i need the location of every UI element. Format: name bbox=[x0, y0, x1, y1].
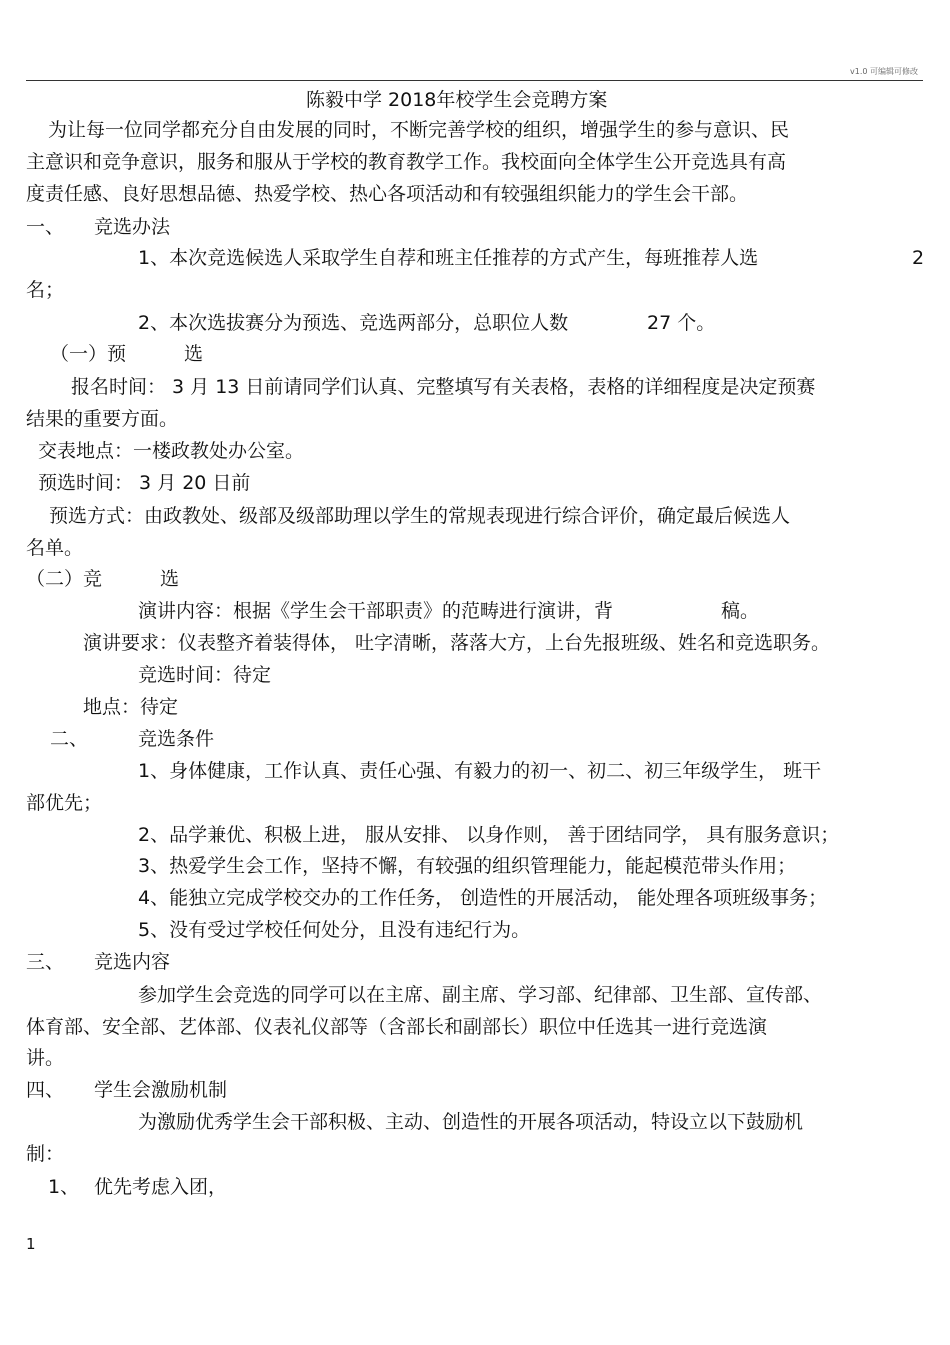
section-4-number: 四、 bbox=[26, 1079, 65, 1101]
s3-para-line-3: 讲。 bbox=[26, 1047, 65, 1069]
s4-item-1: 优先考虑入团， bbox=[94, 1176, 228, 1198]
section-3-heading: 竞选内容 bbox=[94, 951, 171, 973]
election-time: 竞选时间：待定 bbox=[138, 664, 272, 686]
s1-item-1: 1、本次竞选候选人采取学生自荐和班主任推荐的方式产生，每班推荐人选 bbox=[138, 247, 759, 269]
signup-time: 报名时间： 3 月 13 日前请同学们认真、完整填写有关表格，表格的详细程度是决定预赛 bbox=[71, 376, 816, 398]
s3-para-line-1: 参加学生会竞选的同学可以在主席、副主席、学习部、纪律部、卫生部、宣传部、 bbox=[138, 984, 823, 1006]
preselection-time: 预选时间： 3 月 20 日前 bbox=[38, 472, 251, 494]
s1-item-2: 2、本次选拔赛分为预选、竞选两部分，总职位人数 bbox=[138, 312, 569, 334]
section-1-heading: 竞选办法 bbox=[94, 216, 171, 238]
section-4-heading: 学生会激励机制 bbox=[94, 1079, 228, 1101]
preselection-method-cont: 名单。 bbox=[26, 537, 84, 559]
signup-time-cont: 结果的重要方面。 bbox=[26, 408, 179, 430]
version-label: v1.0 可编辑可修改 bbox=[850, 67, 918, 76]
s1-item-2-count: 27 个。 bbox=[647, 312, 716, 334]
speech-requirements: 演讲要求：仪表整齐着装得体， 吐字清晰，落落大方，上台先报班级、姓名和竞选职务。 bbox=[83, 632, 831, 654]
s1-item-1-count: 2 bbox=[912, 247, 925, 269]
speech-content: 演讲内容：根据《学生会干部职责》的范畴进行演讲，背 bbox=[138, 600, 614, 622]
s4-para-line-2: 制： bbox=[26, 1143, 65, 1165]
subsection-preselection: （一）预 bbox=[50, 343, 127, 365]
s3-para-line-2: 体育部、安全部、艺体部、仪表礼仪部等（含部长和副部长）职位中任选其一进行竞选演 bbox=[26, 1016, 768, 1038]
intro-line-3: 度责任感、良好思想品德、热爱学校、热心各项活动和有较强组织能力的学生会干部。 bbox=[26, 183, 749, 205]
s4-item-1-number: 1、 bbox=[48, 1176, 80, 1198]
submit-location: 交表地点：一楼政教处办公室。 bbox=[38, 440, 305, 462]
header-rule bbox=[26, 80, 923, 81]
document-title: 陈毅中学 2018年校学生会竞聘方案 bbox=[306, 89, 608, 111]
condition-2: 2、品学兼优、积极上进， 服从安排、 以身作则， 善于团结同学， 具有服务意识； bbox=[138, 824, 840, 846]
s4-para-line-1: 为激励优秀学生会干部积极、主动、创造性的开展各项活动，特设立以下鼓励机 bbox=[138, 1111, 804, 1133]
condition-1: 1、身体健康，工作认真、责任心强、有毅力的初一、初二、初三年级学生， 班干 bbox=[138, 760, 822, 782]
intro-line-2: 主意识和竞争意识，服务和服从于学校的教育教学工作。我校面向全体学生公开竞选具有高 bbox=[26, 151, 787, 173]
section-1-number: 一、 bbox=[26, 216, 65, 238]
subsection-election: （二）竞 bbox=[26, 568, 103, 590]
preselection-method: 预选方式：由政教处、级部及级部助理以学生的常规表现进行综合评价，确定最后候选人 bbox=[49, 505, 791, 527]
page-number: 1 bbox=[26, 1235, 36, 1253]
subsection-election-b: 选 bbox=[160, 568, 180, 590]
intro-line-1: 为让每一位同学都充分自由发展的同时，不断完善学校的组织，增强学生的参与意识、民 bbox=[48, 119, 790, 141]
subsection-preselection-b: 选 bbox=[184, 343, 204, 365]
s1-item-1-cont: 名； bbox=[26, 279, 65, 301]
section-2-number: 二、 bbox=[50, 728, 89, 750]
condition-3: 3、热爱学生会工作，坚持不懈，有较强的组织管理能力，能起模范带头作用； bbox=[138, 855, 797, 877]
condition-1-cont: 部优先； bbox=[26, 792, 103, 814]
section-3-number: 三、 bbox=[26, 951, 65, 973]
speech-content-b: 稿。 bbox=[721, 600, 760, 622]
election-place: 地点：待定 bbox=[83, 696, 179, 718]
condition-5: 5、没有受过学校任何处分，且没有违纪行为。 bbox=[138, 919, 531, 941]
condition-4: 4、能独立完成学校交办的工作任务， 创造性的开展活动， 能处理各项班级事务； bbox=[138, 887, 828, 909]
section-2-heading: 竞选条件 bbox=[138, 728, 215, 750]
